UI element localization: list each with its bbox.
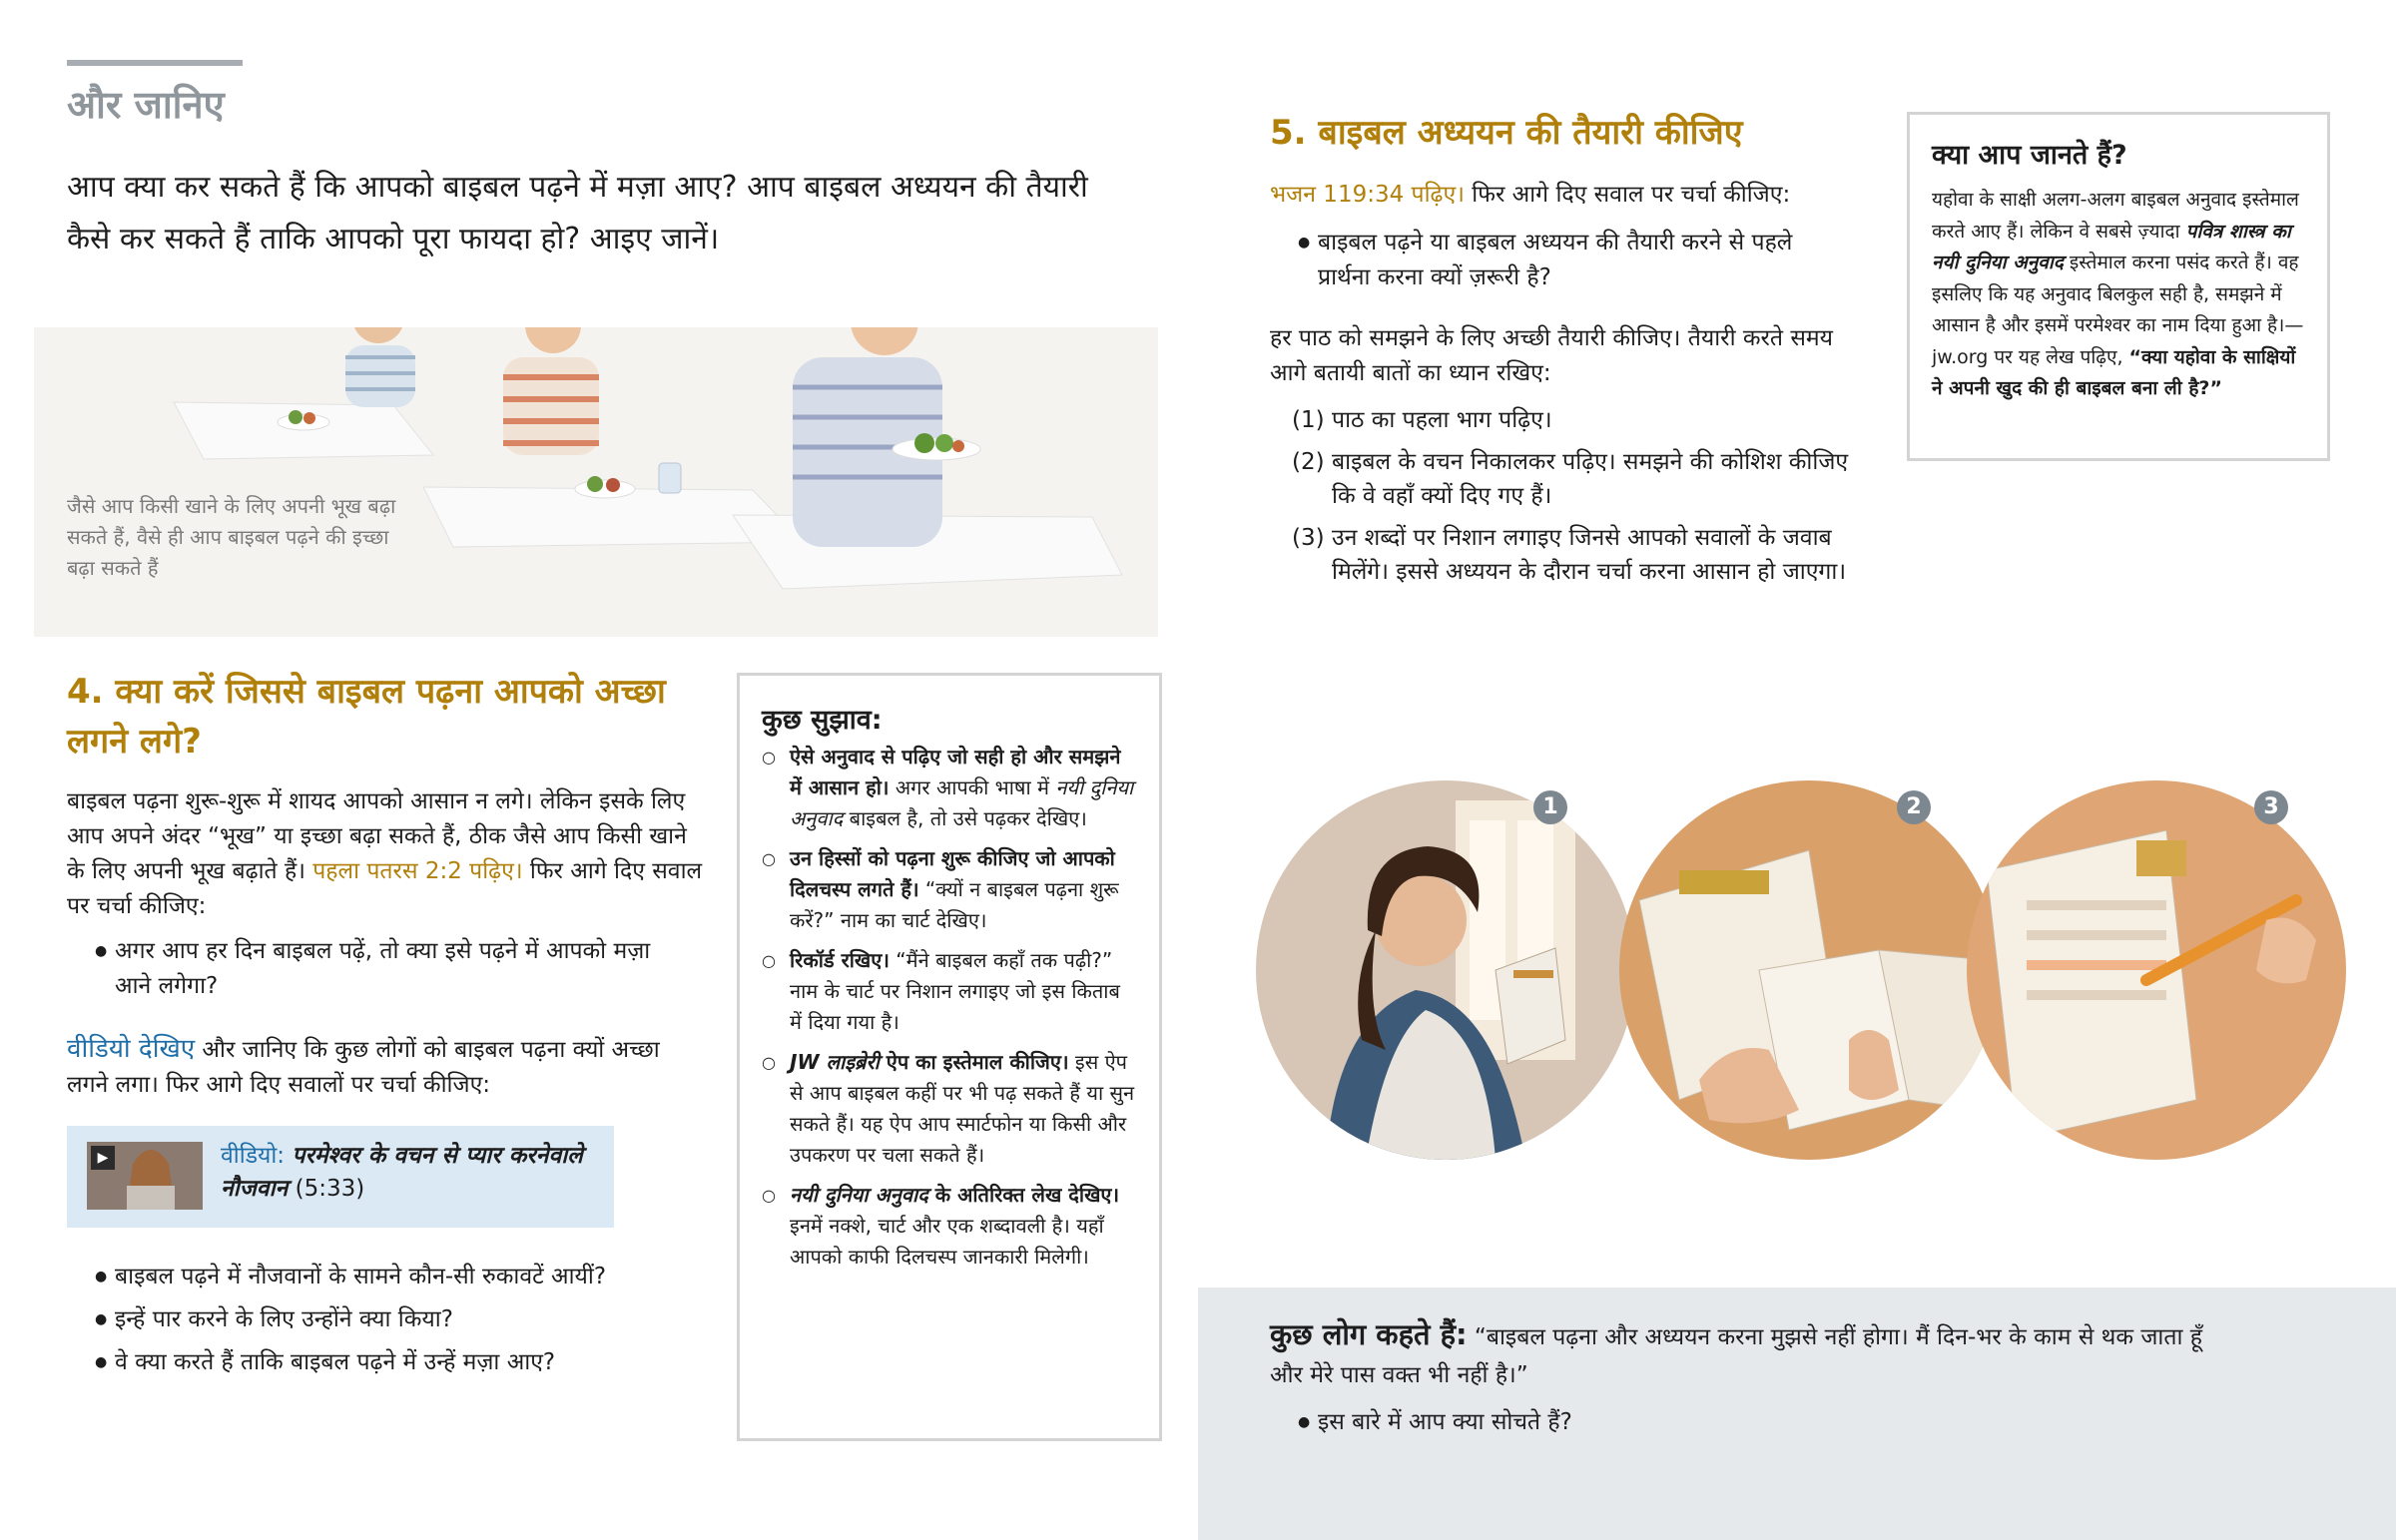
list-item: ● अगर आप हर दिन बाइबल पढ़ें, तो क्या इसे पढ़ने में आपको मज़ा आने लगेगा? <box>67 934 666 1004</box>
step-item <box>1270 445 1849 513</box>
did-you-know-title: क्या आप जानते हैं? <box>1932 140 2127 171</box>
step-badge-2: 2 <box>1897 790 1931 824</box>
tips-box <box>737 673 1162 1441</box>
know-text: इस्तेमाल करना पसंद करते हैं। वह इसलिए कि यह अनुवाद बिलकुल सही है, समझने में आसान है और इसमें परमेश्वर का नाम दिया हुआ है।—jw.org पर यह लेख पढ़िए, <box>1932 252 2304 368</box>
tip-bold: रिकॉर्ड रखिए। <box>790 948 890 972</box>
people-say-box <box>1198 1287 2396 1540</box>
section-label: और जानिए <box>67 83 225 127</box>
step3-circle-image <box>1967 780 2346 1160</box>
scripture-link-1peter[interactable]: पहला पतरस 2:2 पढ़िए। <box>312 858 523 884</box>
video-paragraph-text: और जानिए कि कुछ लोगों को बाइबल पढ़ना क्यों अच्छा लगने लगा। फिर आगे दिए सवालों पर चर्चा कीजिए: <box>67 1037 660 1098</box>
girl-reading-image <box>1256 780 1635 1160</box>
watch-video-link[interactable]: वीडियो देखिए <box>67 1034 196 1064</box>
section4-text: बाइबल पढ़ना शुरू-शुरू में शायद आपको आसान न लगे। लेकिन इसके लिए आप अपने अंदर “भूख” या इच्छा बढ़ा सकते हैं, ठीक जैसे आप किसी खाने के लिए अपनी भूख बढ़ाते हैं। <box>67 788 687 884</box>
did-you-know-text <box>1932 185 2309 405</box>
tip-text: बाइबल है, तो उसे पढ़कर देखिए। <box>843 806 1087 830</box>
video-card[interactable] <box>67 1126 614 1228</box>
tip-text: “मैंने बाइबल कहाँ तक पढ़ी?” नाम के चार्ट पर निशान लगाइए जो इस किताब में दिया गया है। <box>790 948 1120 1034</box>
section5-read-text: फिर आगे दिए सवाल पर चर्चा कीजिए: <box>1464 182 1791 208</box>
tip-bold: उन हिस्सों को पढ़ना शुरू कीजिए जो आपको दिलचस्प लगते हैं। <box>790 846 1115 901</box>
tips-title: कुछ सुझाव: <box>762 705 883 736</box>
section4-heading: 4. क्या करें जिससे बाइबल पढ़ना आपको अच्छा लगने लगे? <box>67 672 666 762</box>
tip-bold: ऐप का इस्तेमाल कीजिए। <box>879 1050 1069 1074</box>
eating-boys-image <box>34 327 1158 637</box>
video-questions <box>67 1260 706 1388</box>
study-steps <box>1270 403 1849 597</box>
step-item <box>1270 521 1849 589</box>
marking-book-image <box>1967 780 2346 1160</box>
tip-text: इनमें नक्शे, चार्ट और एक शब्दावली है। यहाँ आपको काफी दिलचस्प जानकारी मिलेगी। <box>790 1214 1104 1269</box>
tip-item <box>762 945 1137 1038</box>
video-title: परमेश्वर के वचन से प्यार करनेवाले नौजवान <box>221 1143 583 1202</box>
section4-text-cont: फिर आगे दिए सवाल पर चर्चा कीजिए: <box>67 858 703 919</box>
video-duration: (5:33) <box>295 1176 365 1202</box>
list-item: ● बाइबल पढ़ने में नौजवानों के सामने कौन-सी रुकावटें आयीं? <box>67 1260 706 1294</box>
study-steps-illustration <box>1256 770 2344 1170</box>
scripture-link-psalm[interactable]: भजन 119:34 पढ़िए। <box>1270 182 1465 208</box>
step-text: पाठ का पहला भाग पढ़िए। <box>1332 407 1552 433</box>
tip-text: अगर आपकी भाषा में <box>889 775 1056 799</box>
section4-bullets <box>67 934 666 1012</box>
play-icon[interactable]: ▶ <box>91 1146 115 1170</box>
tip-italic: JW लाइब्रेरी <box>790 1050 880 1074</box>
tip-text: इस ऐप से आप बाइबल कहीं पर भी पढ़ सकते हैं या सुन सकते हैं। यह ऐप आप स्मार्टफोन या किसी और उपकरण पर चला सकते हैं। <box>790 1050 1135 1167</box>
tip-item <box>762 1180 1137 1273</box>
step-item <box>1270 403 1849 437</box>
section5-paragraph: हर पाठ को समझने के लिए अच्छी तैयारी कीजिए। तैयारी करते समय आगे बतायी बातों का ध्यान रखिए: <box>1270 325 1833 386</box>
people-say-bullets <box>1270 1405 1969 1448</box>
step-number: (3) <box>1292 525 1325 551</box>
tip-item <box>762 843 1137 936</box>
tip-italic: नयी दुनिया अनुवाद <box>790 1183 928 1207</box>
tips-list <box>762 742 1137 1282</box>
section5-read-line <box>1270 178 1889 213</box>
section5-bullets <box>1270 226 1849 303</box>
section-rule <box>67 60 243 66</box>
know-text: यहोवा के साक्षी अलग-अलग बाइबल अनुवाद इस्तेमाल करते आए हैं। लेकिन वे सबसे ज़्यादा <box>1932 189 2299 243</box>
people-say-label: कुछ लोग कहते हैं: <box>1270 1317 1468 1351</box>
step2-circle-image <box>1619 780 1999 1160</box>
video-thumbnail[interactable] <box>87 1142 203 1210</box>
step1-circle-image <box>1256 780 1635 1160</box>
tip-item <box>762 1047 1137 1171</box>
tip-italic: नयी दुनिया अनुवाद <box>790 775 1134 830</box>
know-italic: पवित्र शास्त्र का नयी दुनिया अनुवाद <box>1932 220 2291 273</box>
section5-heading: 5. बाइबल अध्ययन की तैयारी कीजिए <box>1270 113 1743 153</box>
step-text: उन शब्दों पर निशान लगाइए जिनसे आपको सवालों के जवाब मिलेंगे। इससे अध्ययन के दौरान चर्चा करना आसान हो जाएगा। <box>1332 525 1847 585</box>
step-number: (1) <box>1292 407 1325 433</box>
illustration-caption: जैसे आप किसी खाने के लिए अपनी भूख बढ़ा सकते हैं, वैसे ही आप बाइबल पढ़ने की इच्छा बढ़ा सकते हैं <box>67 494 396 580</box>
step-badge-1: 1 <box>1533 790 1567 824</box>
eating-illustration <box>34 327 1158 637</box>
people-say-quote: “बाइबल पढ़ना और अध्ययन करना मुझसे नहीं होगा। मैं दिन-भर के काम से थक जाता हूँ और मेरे पास वक्त भी नहीं है।” <box>1270 1324 2202 1388</box>
video-title-block[interactable] <box>221 1140 610 1206</box>
video-label: वीडियो: <box>221 1143 286 1169</box>
step-badge-3: 3 <box>2254 790 2288 824</box>
tip-bold: के अतिरिक्त लेख देखिए। <box>927 1183 1120 1207</box>
list-item: ● बाइबल पढ़ने या बाइबल अध्ययन की तैयारी करने से पहले प्रार्थना करना क्यों ज़रूरी है? <box>1270 226 1849 295</box>
list-item: ● वे क्या करते हैं ताकि बाइबल पढ़ने में उन्हें मज़ा आए? <box>67 1345 706 1380</box>
step-text: बाइबल के वचन निकालकर पढ़िए। समझने की कोशिश कीजिए कि वे वहाँ क्यों दिए गए हैं। <box>1332 449 1849 509</box>
tip-bold: ऐसे अनुवाद से पढ़िए जो सही हो और समझने में आसान हो। <box>790 745 1121 799</box>
intro-paragraph: आप क्या कर सकते हैं कि आपको बाइबल पढ़ने में मज़ा आए? आप बाइबल अध्ययन की तैयारी कैसे कर सकते हैं ताकि आपको पूरा फायदा हो? आइए जानें। <box>67 170 1088 257</box>
step-number: (2) <box>1292 449 1325 475</box>
tip-item <box>762 742 1137 834</box>
section4-paragraph <box>67 784 706 924</box>
video-paragraph <box>67 1032 706 1103</box>
know-article-title[interactable]: “क्या यहोवा के साक्षियों ने अपनी खुद की ही बाइबल बना ली है?” <box>1932 345 2296 399</box>
list-item: ● इन्हें पार करने के लिए उन्होंने क्या किया? <box>67 1302 706 1337</box>
tip-text: “क्यों न बाइबल पढ़ना शुरू करें?” नाम का चार्ट देखिए। <box>790 877 1119 932</box>
did-you-know-box <box>1907 112 2330 461</box>
open-bible-image <box>1619 780 1999 1160</box>
list-item: ● इस बारे में आप क्या सोचते हैं? <box>1270 1405 1969 1440</box>
people-say-text <box>1270 1315 2208 1394</box>
